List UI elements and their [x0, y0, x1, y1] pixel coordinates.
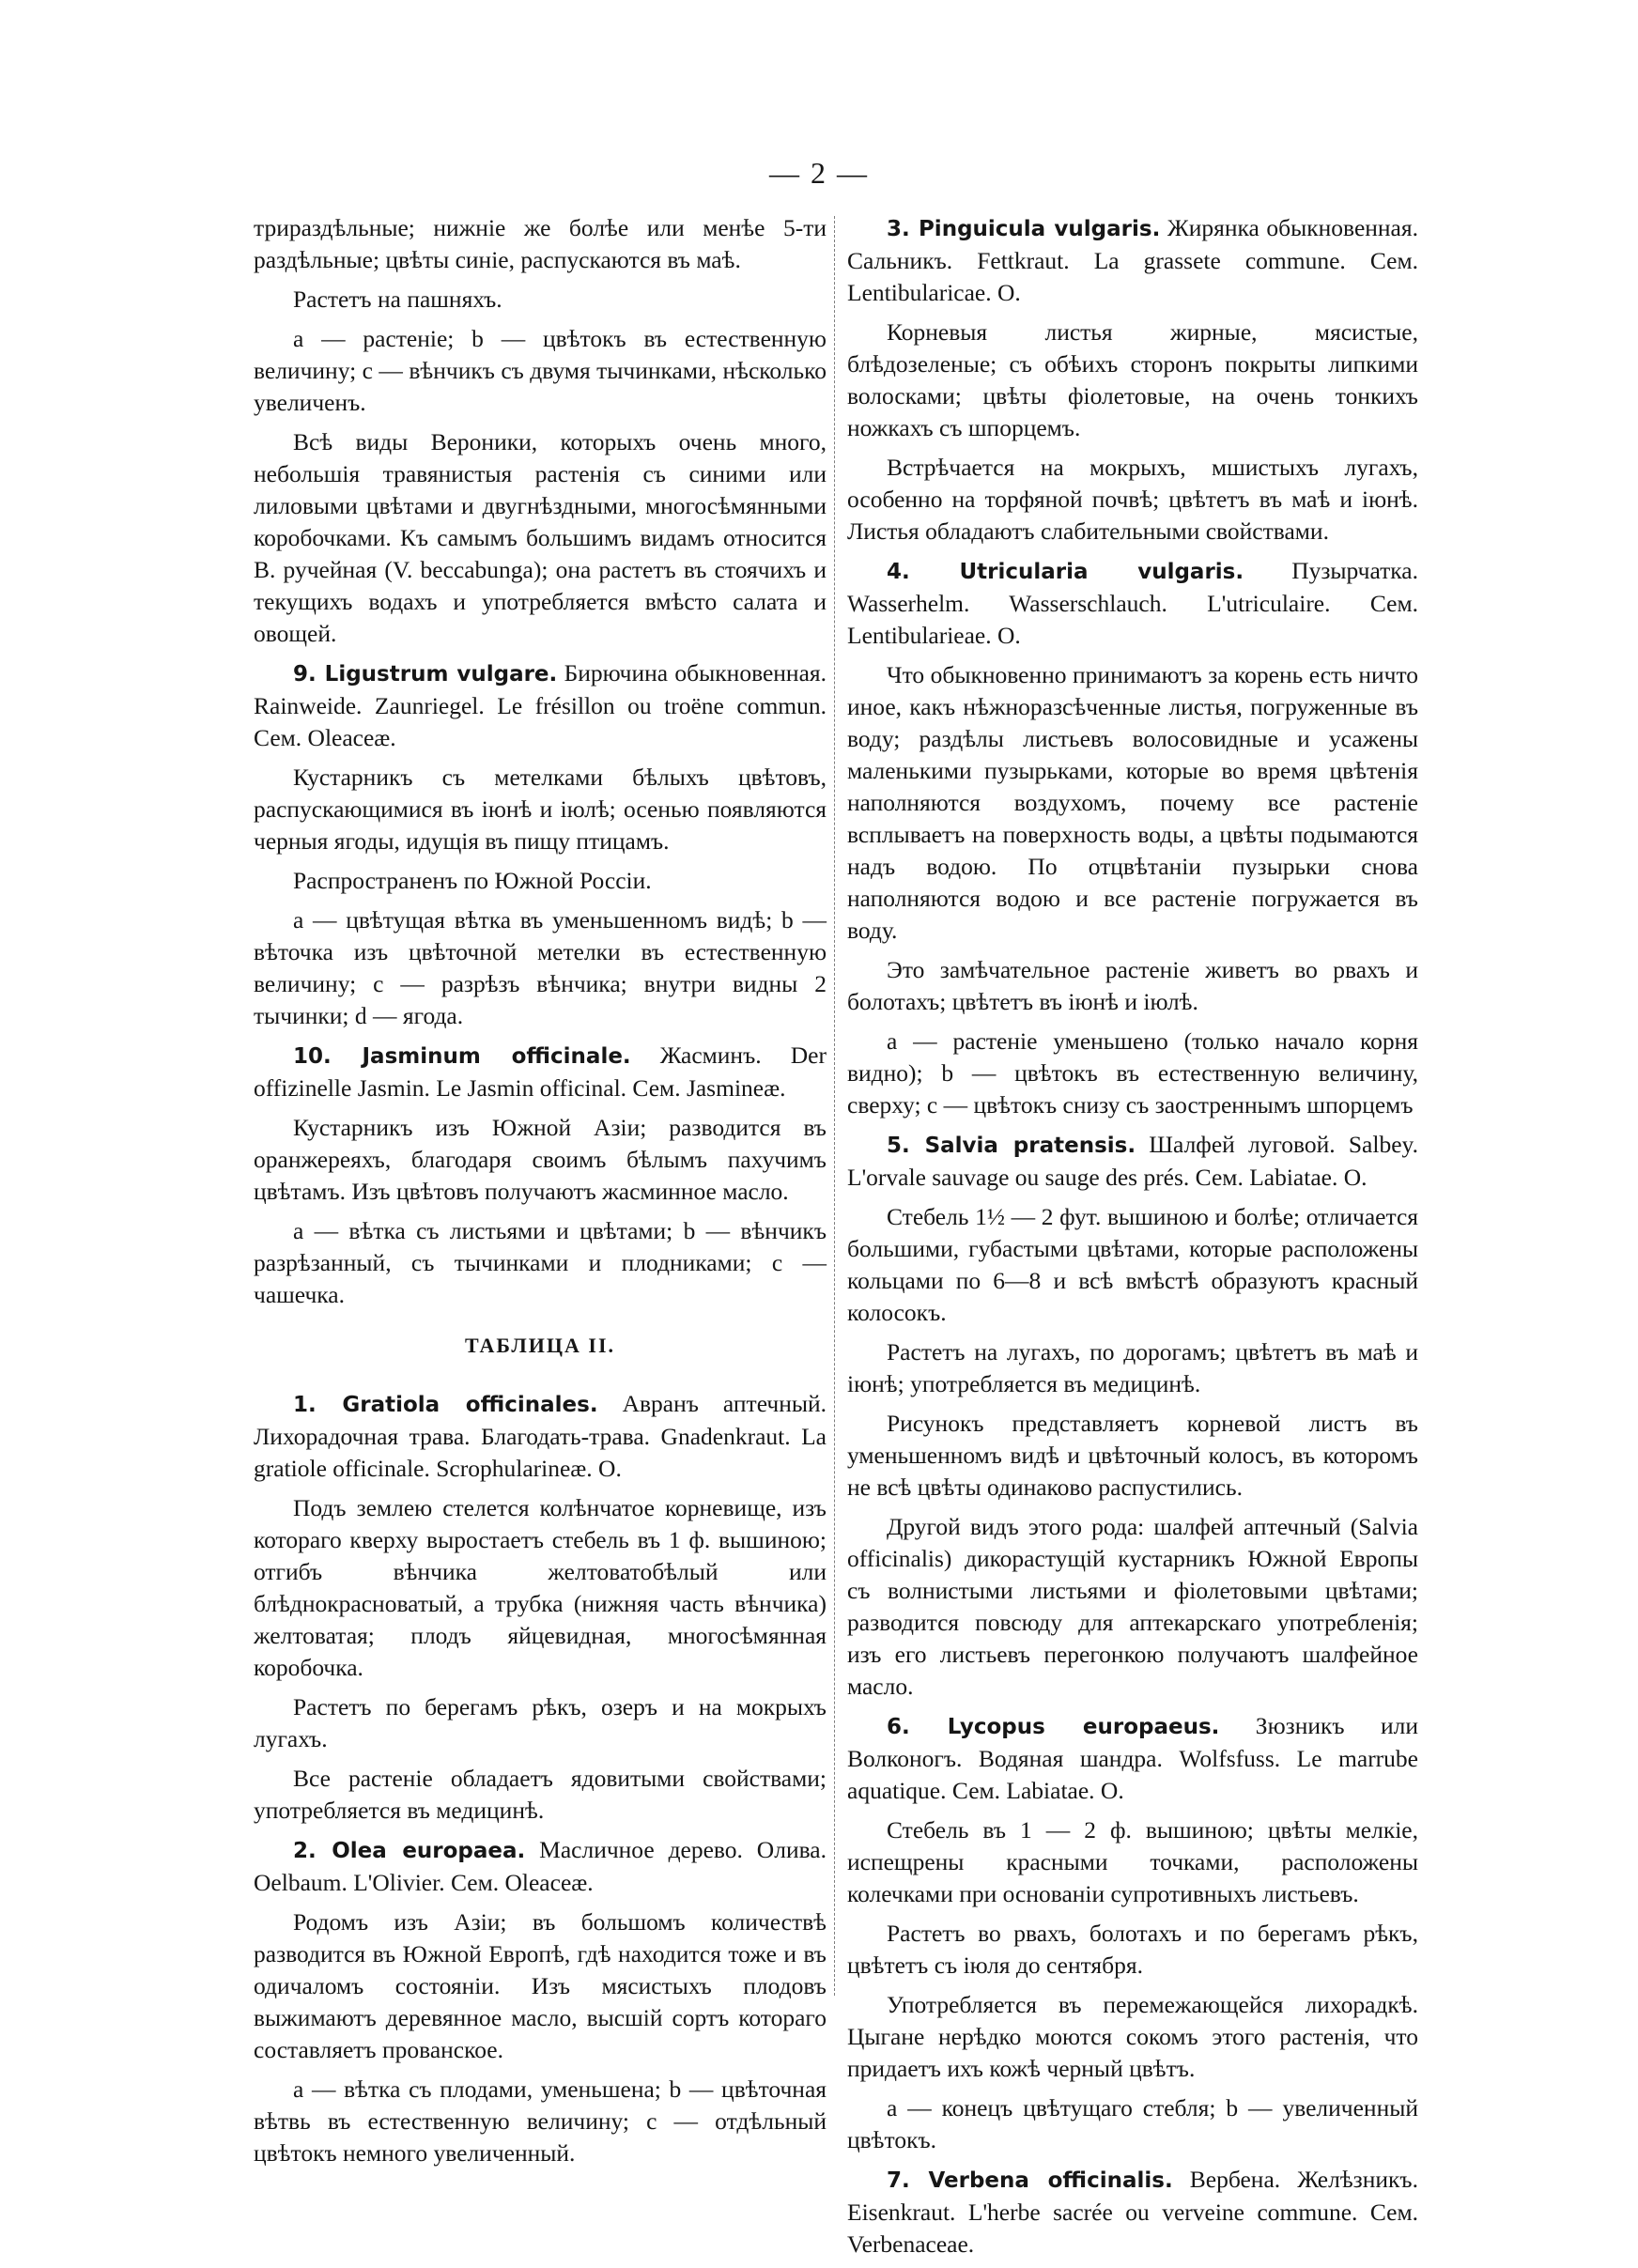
species-synonyms: Бирючина обыкновенная. Rainweide. Zaunriegel. Le frésillon ou troëne commun. Сем. Oleaceæ.: [254, 659, 827, 751]
species-synonyms: Масличное дерево. Олива. Oelbaum. L'Olivier. Сем. Oleaceæ.: [254, 1836, 827, 1896]
paragraph: Подъ землею стелется колѣнчатое корневище, изъ котораго кверху выростаетъ стебель въ 1 ф. вышиною; отгибъ вѣнчика желтоватобѣлый или блѣднокрасноватый, а трубка (нижняя часть вѣнчика) желтоватая; плодъ яйцевидная, многосѣмянная коробочка.: [254, 1494, 827, 1681]
species-synonyms: Пузырчатка. Wasserhelm. Wasserschlauch. L'utriculaire. Сем. Lentibularieae. O.: [847, 557, 1418, 649]
figure-caption: a — растеніе уменьшено (только начало корня видно); b — цвѣтокъ въ естественную величину, сверху; c — цвѣтокъ снизу съ заостреннымъ шпорцемъ: [847, 1027, 1418, 1119]
species-synonyms: Жирянка обыкновенная. Сальникъ. Fettkraut. La grassete commune. Сем. Lentibularicae. O.: [847, 214, 1418, 306]
species-synonyms: Жасминъ. Der offizinelle Jasmin. Le Jasmin officinal. Сем. Jasmineæ.: [254, 1041, 827, 1102]
right-column: [847, 212, 1418, 2268]
paragraph: Родомъ изъ Азіи; въ большомъ количествѣ разводится въ Южной Европѣ, гдѣ находится тоже и въ одичаломъ состояніи. Изъ мясистыхъ плодовъ выжимаютъ деревянное масло, высшій сортъ котораго составляетъ прованское.: [254, 1908, 827, 2063]
species-name: 4. Utricularia vulgaris.: [887, 560, 1244, 584]
paragraph: Растетъ во рвахъ, болотахъ и по берегамъ рѣкъ, цвѣтетъ съ іюля до сентября.: [847, 1920, 1418, 1979]
species-name: 1. Gratiola officinales.: [293, 1393, 598, 1417]
figure-caption: a — цвѣтущая вѣтка въ уменьшенномъ видѣ; b — вѣточка изъ цвѣточной метелки въ естественную величину; c — разрѣзъ вѣнчика; внутри видны 2 тычинки; d — ягода.: [254, 906, 827, 1029]
species-name: 3. Pinguicula vulgaris.: [887, 217, 1161, 241]
species-synonyms: Вербена. Желѣзникъ. Eisenkraut. L'herbe sacrée ou verveine commune. Сем. Verbenaceae.: [847, 2166, 1418, 2258]
species-entry-lycopus: [847, 1710, 1418, 1807]
paragraph: Растетъ на пашняхъ.: [293, 285, 502, 313]
paragraph: Рисунокъ представляетъ корневой листъ въ уменьшенномъ видѣ и цвѣточный колосъ, въ которомъ не всѣ цвѣты одинаково распустились.: [847, 1410, 1418, 1501]
paragraph: Распространенъ по Южной Россіи.: [293, 867, 652, 894]
species-synonyms: Авранъ аптечный. Лихорадочная трава. Благодать-трава. Gnadenkraut. La gratiole officinale. Scrophularineæ. O.: [254, 1390, 827, 1482]
species-entry-gratiola: [254, 1388, 827, 1485]
paragraph: Это замѣчательное растеніе живетъ во рвахъ и болотахъ; цвѣтетъ въ іюнѣ и іюлѣ.: [847, 956, 1418, 1015]
species-synonyms: Зюзникъ или Волконогъ. Водяная шандра. Wolfsfuss. Le marrube aquatique. Сем. Labiatae. O.: [847, 1712, 1418, 1804]
species-name: 10. Jasminum officinale.: [293, 1044, 631, 1069]
paragraph: Стебель въ 1 — 2 ф. вышиною; цвѣты мелкіе, испещрены красными точками, расположены колечками при основаніи супротивныхъ листьевъ.: [847, 1816, 1418, 1907]
species-name: 5. Salvia pratensis.: [887, 1134, 1136, 1158]
page-number: — 2 —: [769, 156, 869, 190]
species-name: 6. Lycopus europaeus.: [887, 1715, 1220, 1739]
paragraph: Кустарникъ изъ Южной Азіи; разводится въ оранжереяхъ, благодаря своимъ бѣлымъ пахучимъ цвѣтамъ. Изъ цвѣтовъ получаютъ жасминное масло.: [254, 1114, 827, 1205]
species-entry-ligustrum: [254, 657, 827, 754]
left-column: [254, 212, 827, 2177]
paragraph: трираздѣльные; нижніе же болѣе или менѣе 5-ти раздѣльные; цвѣты синіе, распускаются въ маѣ.: [254, 214, 827, 273]
paragraph: Все растеніе обладаетъ ядовитыми свойствами; употребляется въ медицинѣ.: [254, 1765, 827, 1824]
species-entry-pinguicula: [847, 212, 1418, 309]
column-divider: [834, 216, 835, 1996]
paragraph: Кустарникъ съ метелками бѣлыхъ цвѣтовъ, распускающимися въ іюнѣ и іюлѣ; осенью появляются черныя ягоды, идущія въ пищу птицамъ.: [254, 764, 827, 855]
figure-caption: a — конецъ цвѣтущаго стебля; b — увеличенный цвѣтокъ.: [847, 2094, 1418, 2153]
species-entry-salvia: [847, 1129, 1418, 1194]
species-entry-olea: [254, 1834, 827, 1899]
paragraph: Встрѣчается на мокрыхъ, мшистыхъ лугахъ, особенно на торфяной почвѣ; цвѣтетъ въ маѣ и іюнѣ. Листья обладаютъ слабительными свойствами.: [847, 454, 1418, 545]
paragraph: Корневыя листья жирные, мясистые, блѣдозеленые; съ обѣихъ сторонъ покрыты липкими волосками; цвѣты фіолетовые, на очень тонкихъ ножкахъ съ шпорцемъ.: [847, 318, 1418, 441]
paragraph: Употребляется въ перемежающейся лихорадкѣ. Цыгане нерѣдко моются сокомъ этого растенія, что придаетъ ихъ кожѣ черный цвѣтъ.: [847, 1991, 1418, 2082]
paragraph: Растетъ на лугахъ, по дорогамъ; цвѣтетъ въ маѣ и іюнѣ; употребляется въ медицинѣ.: [847, 1338, 1418, 1397]
paragraph: Растетъ по берегамъ рѣкъ, озеръ и на мокрыхъ лугахъ.: [254, 1693, 827, 1752]
species-name: 9. Ligustrum vulgare.: [293, 662, 558, 687]
paragraph: Другой видъ этого рода: шалфей аптечный (Salvia officinalis) дикорастущій кустарникъ Южной Европы съ волнистыми листьями и фіолетовыми цвѣтами; разводится повсюду для аптекарскаго употребленія; изъ его листьевъ перегонкою получаютъ шалфейное масло.: [847, 1513, 1418, 1700]
table-heading: ТАБЛИЦА II.: [464, 1334, 616, 1357]
species-name: 7. Verbena officinalis.: [887, 2168, 1173, 2193]
figure-caption: a — растеніе; b — цвѣтокъ въ естественную величину; c — вѣнчикъ съ двумя тычинками, нѣсколько увеличенъ.: [254, 325, 827, 416]
species-entry-jasminum: [254, 1040, 827, 1104]
species-entry-utricularia: [847, 555, 1418, 652]
paragraph: Что обыкновенно принимаютъ за корень есть ничто иное, какъ нѣжноразсѣченные листья, погруженные въ воду; раздѣлы листьевъ волосовидные и усажены маленькими пузырьками, которые во время цвѣтенія наполняются воздухомъ, почему все растеніе всплываетъ на поверхность воды, а цвѣты подымаются надъ водою. По отцвѣтаніи пузырьки снова наполняются водою и все растеніе погружается въ воду.: [847, 661, 1418, 944]
paragraph: Всѣ виды Вероники, которыхъ очень много, небольшія травянистыя растенія съ синими или лиловыми цвѣтами и двугнѣздными, многосѣмянными коробочками. Къ самымъ большимъ видамъ относится В. ручейная (V. beccabunga); она растетъ въ стоячихъ и текущихъ водахъ и употребляется вмѣсто салата и овощей.: [254, 428, 827, 647]
figure-caption: a — вѣтка съ листьями и цвѣтами; b — вѣнчикъ разрѣзанный, съ тычинками и плодниками; c — чашечка.: [254, 1217, 827, 1308]
species-entry-verbena: [847, 2164, 1418, 2260]
species-synonyms: Шалфей луговой. Salbey. L'orvale sauvage ou sauge des prés. Сем. Labiatae. O.: [847, 1131, 1418, 1191]
paragraph: Стебель 1½ — 2 фут. вышиною и болѣе; отличается большими, губастыми цвѣтами, которые расположены кольцами по 6—8 и всѣ вмѣстѣ образуютъ красный колосокъ.: [847, 1203, 1418, 1326]
species-name: 2. Olea europaea.: [293, 1839, 526, 1863]
figure-caption: a — вѣтка съ плодами, уменьшена; b — цвѣточная вѣтвь въ естественную величину; c — отдѣльный цвѣтокъ немного увеличенный.: [254, 2075, 827, 2167]
